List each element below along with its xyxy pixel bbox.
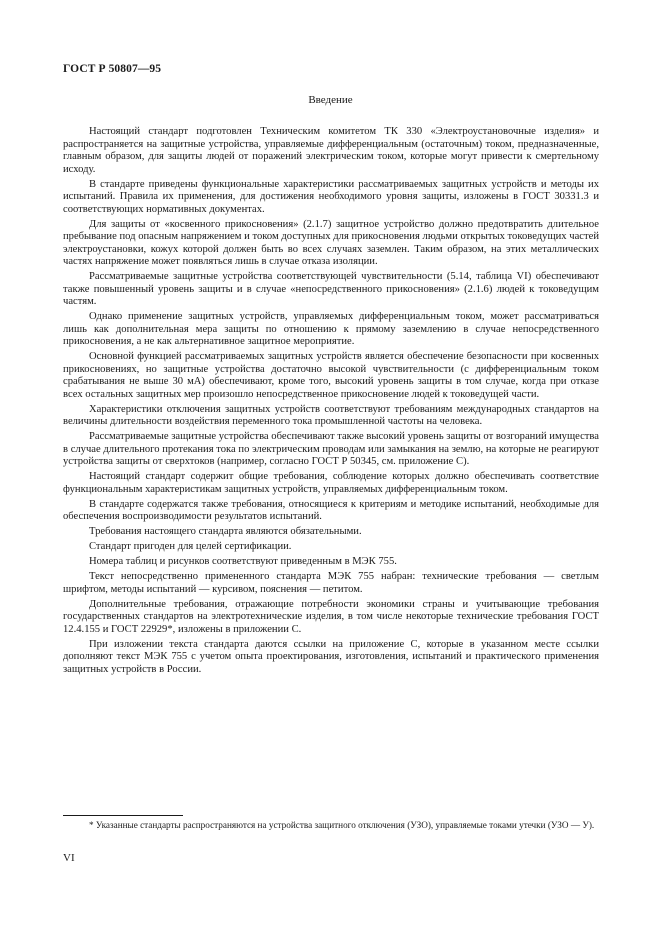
paragraph: Основной функцией рассматриваемых защитных устройств является обеспечение безопасности при косвенных прикосновениях, но защитные устройства достаточно высокой чувствительности (с дифференциальным током срабатывания не выше 30 мА) обеспечивают, кроме того, высокий уровень защиты в том случае, когда при отказе всех остальных защитных мер произошло непосредственное прикосновение людей к токоведущей части. <box>63 351 599 400</box>
paragraph: Рассматриваемые защитные устройства соответствующей чувствительности (5.14, таблица VI) обеспечивают также повышенный уровень защиты и в случае «непосредственного прикосновения» (2.1.6) людей к токоведущим частям. <box>63 271 599 307</box>
paragraph: Рассматриваемые защитные устройства обеспечивают также высокий уровень защиты от возгораний имущества в случае длительного протекания тока по электрическим проводам или замыкания на землю, на которые не реагируют устройства защиты от сверхтоков (например, согласно ГОСТ Р 50345, см. приложение С). <box>63 431 599 467</box>
paragraph: Требования настоящего стандарта являются обязательными. <box>89 526 362 537</box>
paragraph: Для защиты от «косвенного прикосновения» (2.1.7) защитное устройство должно предотвратить длительное пребывание под опасным напряжением и током доступных для прикосновения людьми открытых токоведущих частей электроустановки, кожух которой должен быть во всех случаях заземлен. Таким образом, на этих металлических частях напряжение может появляться лишь в случае отказа изоляции. <box>63 218 599 267</box>
paragraph: Текст непосредственно примененного стандарта МЭК 755 набран: технические требования — светлым шрифтом, методы испытаний — курсивом, пояснения — петитом. <box>63 571 599 595</box>
footnote-divider <box>63 815 183 816</box>
page-number: VI <box>63 852 75 864</box>
paragraph: При изложении текста стандарта даются ссылки на приложение С, которые в указанном месте ссылки дополняют текст МЭК 755 с учетом опыта проектирования, изготовления, испытаний и практического применения защитных устройств в России. <box>63 638 599 675</box>
paragraph: Настоящий стандарт содержит общие требования, соблюдение которых должно обеспечивать соответствие функциональным характеристикам защитных устройств, управляемых дифференциальным током. <box>63 471 599 495</box>
paragraph: Однако применение защитных устройств, управляемых дифференциальным током, может рассматриваться лишь как дополнительная мера защиты по отношению к прямому заземлению в случае непосредственного прикосновения, а не как альтернативное защитное мероприятие. <box>63 311 599 347</box>
body-text <box>63 126 599 679</box>
paragraph: Номера таблиц и рисунков соответствуют приведенным в МЭК 755. <box>89 556 397 567</box>
paragraph: В стандарте приведены функциональные характеристики рассматриваемых защитных устройств и методы их испытаний. Правила их применения, для достижения необходимого уровня защиты, изложены в ГОСТ 30331.3 и соответствующих нормативных документах. <box>63 178 599 215</box>
paragraph: Дополнительные требования, отражающие потребности экономики страны и учитывающие требования государственных стандартов на электротехнические изделия, в том числе некоторые технические требования ГОСТ 12.4.155 и ГОСТ 22929*, изложены в приложении С. <box>63 598 599 635</box>
paragraph: Характеристики отключения защитных устройств соответствуют требованиям международных стандартов на величины длительности воздействия переменного тока промышленной частоты на человека. <box>63 403 599 427</box>
paragraph: В стандарте содержатся также требования, относящиеся к критериям и методике испытаний, необходимые для обеспечения воспроизводимости результатов испытаний. <box>63 498 599 522</box>
paragraph: Стандарт пригоден для целей сертификации. <box>89 541 292 552</box>
paragraph: Настоящий стандарт подготовлен Техническим комитетом ТК 330 «Электроустановочные изделия» и распространяется на защитные устройства, управляемые дифференциальным (остаточным) током, предназначенные, главным образом, для защиты людей от поражений электрическим током, которые могут привести к смертельному исходу. <box>63 126 599 175</box>
document-header: ГОСТ Р 50807—95 <box>63 63 162 75</box>
footnote: * Указанные стандарты распространяются на устройства защитного отключения (УЗО), управляемые токами утечки (УЗО — У). <box>89 820 595 830</box>
section-title: Введение <box>308 94 353 106</box>
